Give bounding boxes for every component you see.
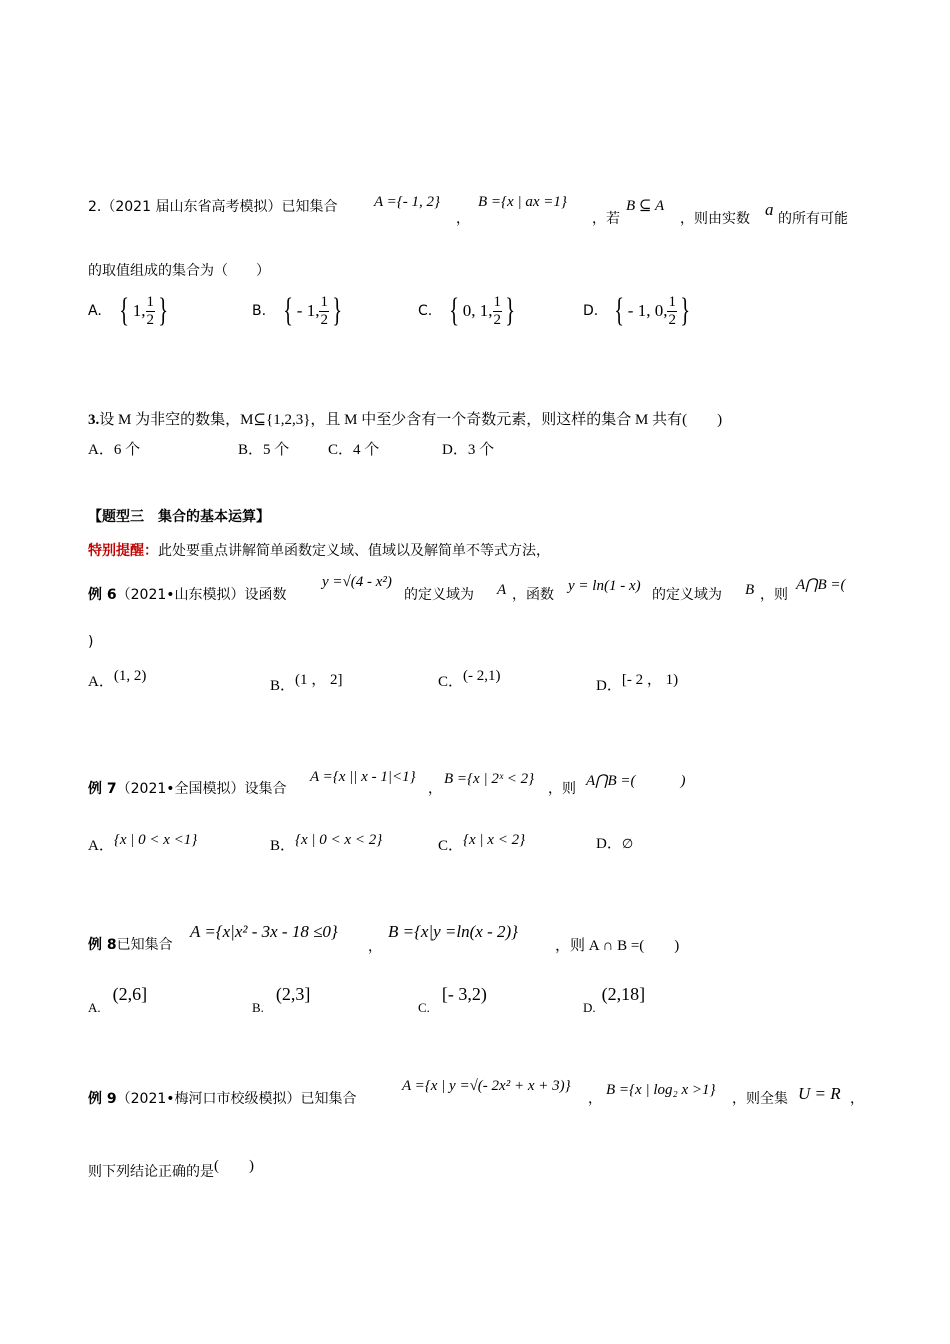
option-label: D． [596,836,622,852]
q3-line [88,408,722,429]
option-value: - 1, [296,301,320,320]
ex9-tail: ，则全集 [732,1091,788,1107]
option-label: C. [418,303,433,319]
ex8-comma: ， [368,939,382,955]
q2-comma2: ，若 [592,211,620,227]
right-brace-icon: } [158,292,169,329]
reminder-line [88,540,550,560]
option-value: - 1, 0, [627,301,668,320]
ex8-option-c[interactable] [418,984,487,1016]
ex9-set-b: B ={x | log₂ x >1} [606,1082,716,1098]
option-value: (1, 2) [113,668,147,684]
option-value: {x | 0 < x < 2} [295,832,383,848]
ex8-option-d[interactable] [583,984,645,1016]
option-label: B. [252,303,267,319]
q2-source: （2021 届山东省高考模拟）已知集合 [101,199,338,215]
ex7-option-c[interactable] [438,832,525,855]
left-brace-icon: { [449,292,460,329]
option-value: {x | 0 < x <1} [113,832,198,848]
ex6-option-a[interactable] [88,668,146,691]
q2-var-a: a [765,200,774,219]
option-label: C. [418,1000,430,1015]
fraction: $\frac{1}{2}$ [493,293,502,328]
q2-number: 2. [88,199,102,215]
q3-number: 3. [88,412,100,428]
q3-option-d[interactable]: D．3 个 [442,442,495,458]
ex6-set-b: B [745,582,755,598]
option-value: {x | x < 2} [463,832,526,848]
ex6-mid3: 的定义域为 [652,587,722,603]
option-value: 1, [132,301,146,320]
q2-tail: ，则由实数 [680,211,750,227]
q2-comma1: ， [456,211,470,227]
ex6-set-a: A [497,582,507,598]
ex9-line2 [88,1154,254,1181]
ex6-function-2: y = ln(1 - x) [568,578,641,594]
empty-set-icon: ∅ [621,836,634,851]
reminder-text: 此处要重点讲解简单函数定义域、值域以及解简单不等式方法， [158,543,550,559]
right-brace-icon: } [332,292,343,329]
ex8-option-b[interactable] [252,984,310,1016]
ex9-line1 [88,1088,357,1108]
option-label: B． [270,838,296,854]
right-brace-icon: } [680,292,691,329]
option-label: A． [88,838,114,854]
ex8-line1 [88,934,173,954]
option-label: A. [88,303,102,319]
ex7-source: （2021•全国模拟）设集合 [116,781,287,797]
ex7-set-a: A ={x || x - 1|<1} [310,769,416,785]
ex6-function-1: y =√(4 - x²) [322,574,392,590]
ex8-text: 已知集合 [116,937,173,953]
ex6-option-d[interactable] [596,668,678,695]
ex6-mid: 的定义域为 [404,587,474,603]
q2-subset: B ⊆ A [626,198,665,214]
q3-text: 设 M 为非空的数集，M⊆{1,2,3}，且 M 中至少含有一个奇数元素，则这样的集合 M 共有( ) [99,412,723,428]
ex9-paren: ( ) [214,1158,254,1174]
q2-line2: 的取值组成的集合为（ ） [88,263,270,279]
ex7-expr: A⋂B =( ) [586,773,686,789]
option-label: C． [438,838,464,854]
option-value: 0, 1, [462,301,493,320]
option-label: C． [438,674,464,690]
ex6-expr: A⋂B =( [796,577,846,593]
ex6-option-b[interactable] [270,668,343,695]
option-label: A. [88,1000,101,1015]
option-label: B． [270,678,296,694]
ex8-set-b: B ={x|y =ln(x - 2)} [388,922,518,941]
ex6-source: （2021•山东模拟）设函数 [116,587,287,603]
ex6-close: ) [88,634,94,650]
option-label: D． [596,678,622,694]
option-value: (2,6] [112,984,148,1004]
ex8-tail: ，则 A ∩ B =( ) [555,938,680,954]
section-title: 【题型三 集合的基本运算】 [88,509,270,525]
ex9-comma: ， [588,1091,602,1107]
q2-set-b: B ={x | ax =1} [478,194,567,210]
q2-option-c[interactable] [418,294,518,328]
ex9-universe: U = R [798,1084,841,1103]
ex7-option-b[interactable] [270,832,382,855]
q2-line1 [88,196,337,216]
q3-option-a[interactable]: A．6 个 [88,442,141,458]
option-value: [- 2 ， 1) [621,672,679,688]
ex7-option-d[interactable] [596,832,633,853]
option-value: (- 2,1) [463,668,501,684]
ex6-mid4: ，则 [760,587,788,603]
ex6-mid2: ，函数 [512,587,554,603]
option-label: D. [583,1000,596,1015]
ex7-comma: ， [428,781,442,797]
option-value: (2,3] [275,984,311,1004]
left-brace-icon: { [283,292,294,329]
option-label: D. [583,303,599,319]
ex9-set-a: A ={x | y =√(- 2x² + x + 3)} [402,1078,571,1094]
ex6-line1 [88,584,287,604]
fraction: $\frac{1}{2}$ [320,293,328,328]
option-label: B. [252,1000,264,1015]
q2-option-b[interactable] [252,294,345,328]
q2-option-d[interactable] [583,294,693,328]
option-value: (2,18] [601,984,646,1004]
ex9-source: （2021•梅河口市校级模拟）已知集合 [116,1091,357,1107]
fraction: $\frac{1}{2}$ [668,293,676,328]
option-label: A． [88,674,114,690]
q2-tail2: 的所有可能 [778,211,848,227]
q3-option-c[interactable]: C．4 个 [328,442,380,458]
ex6-label: 例 6 [88,587,117,603]
ex9-line2-text: 则下列结论正确的是 [88,1164,214,1180]
q2-set-a: A ={- 1, 2} [374,194,441,210]
ex9-label: 例 9 [88,1091,117,1107]
option-value: [- 3,2) [441,984,487,1004]
reminder-label: 特别提醒： [88,543,158,559]
ex7-line1 [88,778,287,798]
ex8-option-a[interactable] [88,984,147,1016]
left-brace-icon: { [119,292,130,329]
ex6-option-c[interactable] [438,668,501,691]
ex7-set-b: B ={x | 2ˣ < 2} [444,771,535,787]
q2-option-a[interactable] [88,294,171,328]
ex8-set-a: A ={x|x² - 3x - 18 ≤0} [190,922,338,941]
option-value: (1 ， 2] [295,672,343,688]
ex9-tail2: ， [850,1091,864,1107]
q3-option-b[interactable]: B．5 个 [238,442,290,458]
ex7-tail: ，则 [548,781,576,797]
right-brace-icon: } [505,292,516,329]
fraction: $\frac{1}{2}$ [146,293,155,328]
ex8-label: 例 8 [88,937,117,953]
ex7-label: 例 7 [88,781,117,797]
left-brace-icon: { [614,292,625,329]
ex7-option-a[interactable] [88,832,197,855]
